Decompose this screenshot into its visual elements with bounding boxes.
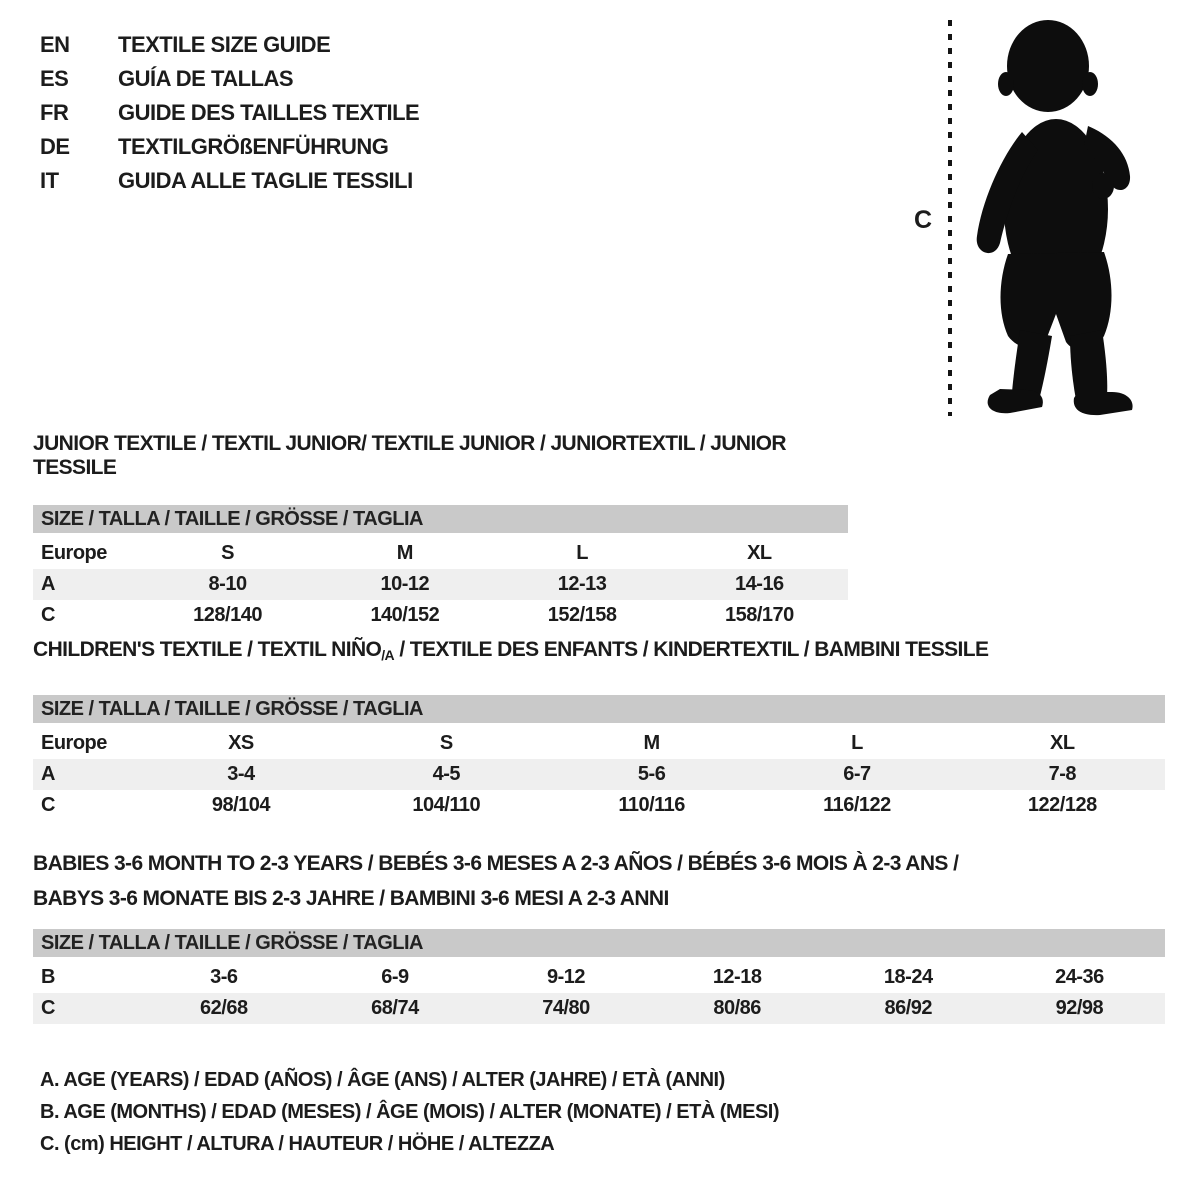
height-cell: 74/80 xyxy=(480,993,651,1024)
language-code: FR xyxy=(40,100,69,125)
legend-line-height: C. (cm) HEIGHT / ALTURA / HAUTEUR / HÖHE / ALTEZZA xyxy=(40,1133,555,1155)
row-label: C xyxy=(41,604,55,626)
height-measure-figure xyxy=(900,0,1200,430)
size-cell: L xyxy=(576,542,588,564)
junior-section-title: JUNIOR TEXTILE / TEXTIL JUNIOR/ TEXTILE JUNIOR / JUNIORTEXTIL / JUNIOR TESSILE xyxy=(33,432,786,479)
age-cell: 6-9 xyxy=(381,966,409,988)
age-cell: 3-4 xyxy=(138,759,343,790)
table-row-age xyxy=(33,759,1165,790)
height-cell: 140/152 xyxy=(370,604,440,626)
table-row-height xyxy=(33,790,1165,821)
title-prefix: CHILDREN'S TEXTILE / TEXTIL NIÑO xyxy=(33,638,382,661)
height-cell: 116/122 xyxy=(823,794,891,816)
age-cell: 9-12 xyxy=(547,966,586,988)
children-size-table xyxy=(33,728,1165,821)
table-row-height xyxy=(33,993,1165,1024)
age-cell: 3-6 xyxy=(210,966,238,988)
height-cell: 110/116 xyxy=(618,794,685,816)
height-cell: 128/140 xyxy=(193,604,262,626)
age-cell: 12-18 xyxy=(712,966,762,988)
guide-title-es: GUÍA DE TALLAS xyxy=(118,66,294,91)
table-row-height xyxy=(33,600,848,631)
children-textile-section xyxy=(33,638,1165,821)
height-cell: 80/86 xyxy=(652,993,823,1024)
row-label: Europe xyxy=(41,542,107,564)
table-row-age-months xyxy=(33,962,1165,993)
language-row xyxy=(40,164,419,198)
size-cell: M xyxy=(643,732,660,754)
row-label: C xyxy=(33,993,138,1024)
size-cell: S xyxy=(439,732,453,754)
language-code: ES xyxy=(40,66,69,91)
language-code: DE xyxy=(40,134,70,159)
age-cell: 12-13 xyxy=(493,569,670,600)
row-label: A xyxy=(33,759,138,790)
babies-size-table xyxy=(33,962,1165,1024)
age-cell: 10-12 xyxy=(316,569,493,600)
height-cell: 62/68 xyxy=(138,993,309,1024)
title-subscript: /A xyxy=(381,647,395,663)
size-header-bar: SIZE / TALLA / TAILLE / GRÖSSE / TAGLIA xyxy=(33,929,1165,957)
age-cell: 18-24 xyxy=(883,966,933,988)
row-label: B xyxy=(41,966,55,988)
row-label: Europe xyxy=(41,732,107,754)
babies-title-line1: BABIES 3-6 MONTH TO 2-3 YEARS / BEBÉS 3-6 MESES A 2-3 AÑOS / BÉBÉS 3-6 MOIS À 2-3 ANS / xyxy=(33,852,959,875)
junior-size-table xyxy=(33,538,848,631)
height-cell: 98/104 xyxy=(211,794,271,816)
title-suffix: / TEXTILE DES ENFANTS / KINDERTEXTIL / BAMBINI TESSILE xyxy=(394,638,989,661)
babies-section-title xyxy=(33,846,1165,916)
age-cell: 4-5 xyxy=(344,759,549,790)
children-section-title xyxy=(33,638,1165,667)
babies-textile-section xyxy=(33,846,1165,1024)
height-cell: 86/92 xyxy=(823,993,994,1024)
size-header-bar: SIZE / TALLA / TAILLE / GRÖSSE / TAGLIA xyxy=(33,695,1165,723)
table-row-europe xyxy=(33,538,848,569)
language-row xyxy=(40,130,419,164)
language-row xyxy=(40,62,419,96)
language-row xyxy=(40,28,419,62)
age-cell: 6-7 xyxy=(754,759,959,790)
height-cell: 122/128 xyxy=(1027,794,1097,816)
toddler-silhouette-icon xyxy=(962,14,1140,418)
size-cell: L xyxy=(851,732,863,754)
age-cell: 7-8 xyxy=(960,759,1165,790)
language-row xyxy=(40,96,419,130)
language-code: EN xyxy=(40,32,70,57)
age-cell: 14-16 xyxy=(671,569,848,600)
size-cell: XL xyxy=(747,542,772,564)
junior-textile-section xyxy=(33,432,848,631)
measurement-legend xyxy=(40,1064,779,1160)
dashed-height-line xyxy=(948,20,952,416)
size-header-bar: SIZE / TALLA / TAILLE / GRÖSSE / TAGLIA xyxy=(33,505,848,533)
size-cell: XS xyxy=(228,732,254,754)
language-code: IT xyxy=(40,168,59,193)
legend-line-age-years: A. AGE (YEARS) / EDAD (AÑOS) / ÂGE (ANS) / ALTER (JAHRE) / ETÀ (ANNI) xyxy=(40,1069,725,1091)
height-cell: 92/98 xyxy=(994,993,1165,1024)
height-cell: 152/158 xyxy=(547,604,617,626)
babies-title-line2: BABYS 3-6 MONATE BIS 2-3 JAHRE / BAMBINI 3-6 MESI A 2-3 ANNI xyxy=(33,887,669,910)
language-title-list xyxy=(40,28,419,198)
age-cell: 24-36 xyxy=(1055,966,1104,988)
height-cell: 68/74 xyxy=(309,993,480,1024)
age-cell: 5-6 xyxy=(549,759,754,790)
size-cell: S xyxy=(221,542,234,564)
table-row-age xyxy=(33,569,848,600)
row-label: A xyxy=(33,569,139,600)
age-cell: 8-10 xyxy=(139,569,316,600)
height-measure-label: C xyxy=(914,206,933,234)
table-row-europe xyxy=(33,728,1165,759)
size-cell: M xyxy=(396,542,413,564)
guide-title-en: TEXTILE SIZE GUIDE xyxy=(118,32,331,57)
guide-title-fr: GUIDE DES TAILLES TEXTILE xyxy=(118,100,420,125)
guide-title-it: GUIDA ALLE TAGLIE TESSILI xyxy=(118,168,413,193)
row-label: C xyxy=(41,794,55,816)
size-cell: XL xyxy=(1050,732,1075,754)
height-cell: 104/110 xyxy=(412,794,481,816)
height-cell: 158/170 xyxy=(724,604,794,626)
guide-title-de: TEXTILGRÖßENFÜHRUNG xyxy=(118,134,389,159)
legend-line-age-months: B. AGE (MONTHS) / EDAD (MESES) / ÂGE (MOIS) / ALTER (MONATE) / ETÀ (MESI) xyxy=(40,1101,780,1123)
